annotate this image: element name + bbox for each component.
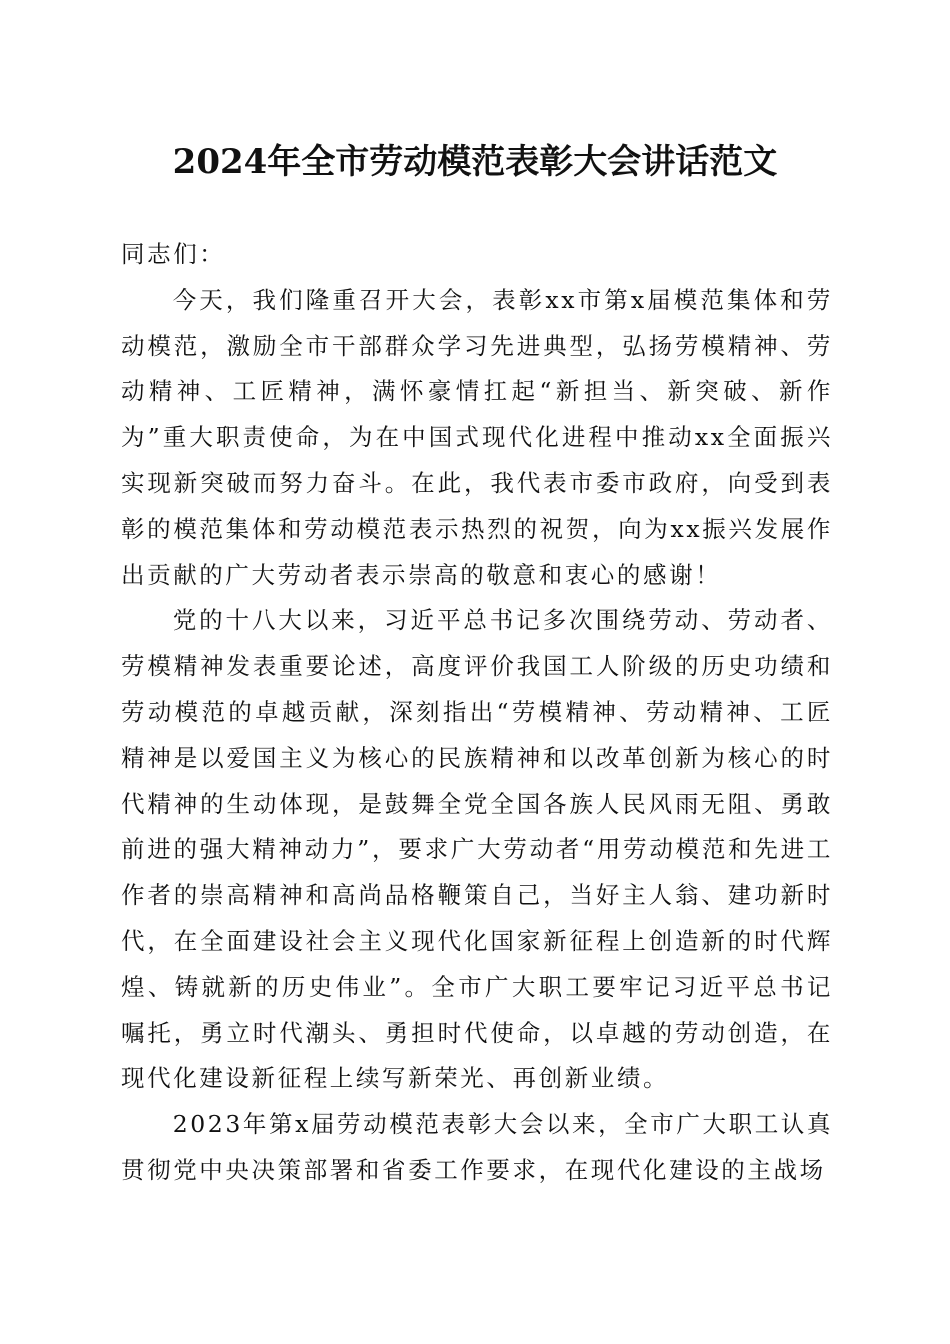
salutation: 同志们：: [121, 240, 226, 268]
document-title: 2024年全市劳动模范表彰大会讲话范文: [172, 142, 778, 182]
paragraph-2: 党的十八大以来，习近平总书记多次围绕劳动、劳动者、劳模精神发表重要论述，高度评价我国工人阶级的历史功绩和劳动模范的卓越贡献，深刻指出“劳模精神、劳动精神、工匠精神是以爱国主义为核心的民族精神和以改革创新为核心的时代精神的生动体现，是鼓舞全党全国各族人民风雨无阻、勇敢前进的强大精神动力”，要求广大劳动者“用劳动模范和先进工作者的崇高精神和高尚品格鞭策自己，当好主人翁、建功新时代，在全面建设社会主义现代化国家新征程上创造新的时代辉煌、铸就新的历史伟业”。全市广大职工要牢记习近平总书记嘱托，勇立时代潮头、勇担时代使命，以卓越的劳动创造，在现代化建设新征程上续写新荣光、再创新业绩。: [121, 606, 833, 1093]
paragraph-1: 今天，我们隆重召开大会，表彰xx市第x届模范集体和劳动模范，激励全市干部群众学习先进典型，弘扬劳模精神、劳动精神、工匠精神，满怀豪情扛起“新担当、新突破、新作为”重大职责使命，为在中国式现代化进程中推动xx全面振兴实现新突破而努力奋斗。在此，我代表市委市政府，向受到表彰的模范集体和劳动模范表示热烈的祝贺，向为xx振兴发展作出贡献的广大劳动者表示崇高的敬意和衷心的感谢！: [121, 285, 833, 589]
paragraph-3: 2023年第x届劳动模范表彰大会以来，全市广大职工认真贯彻党中央决策部署和省委工作要求，在现代化建设的主战场: [121, 1110, 833, 1184]
document-body: [121, 232, 833, 1194]
